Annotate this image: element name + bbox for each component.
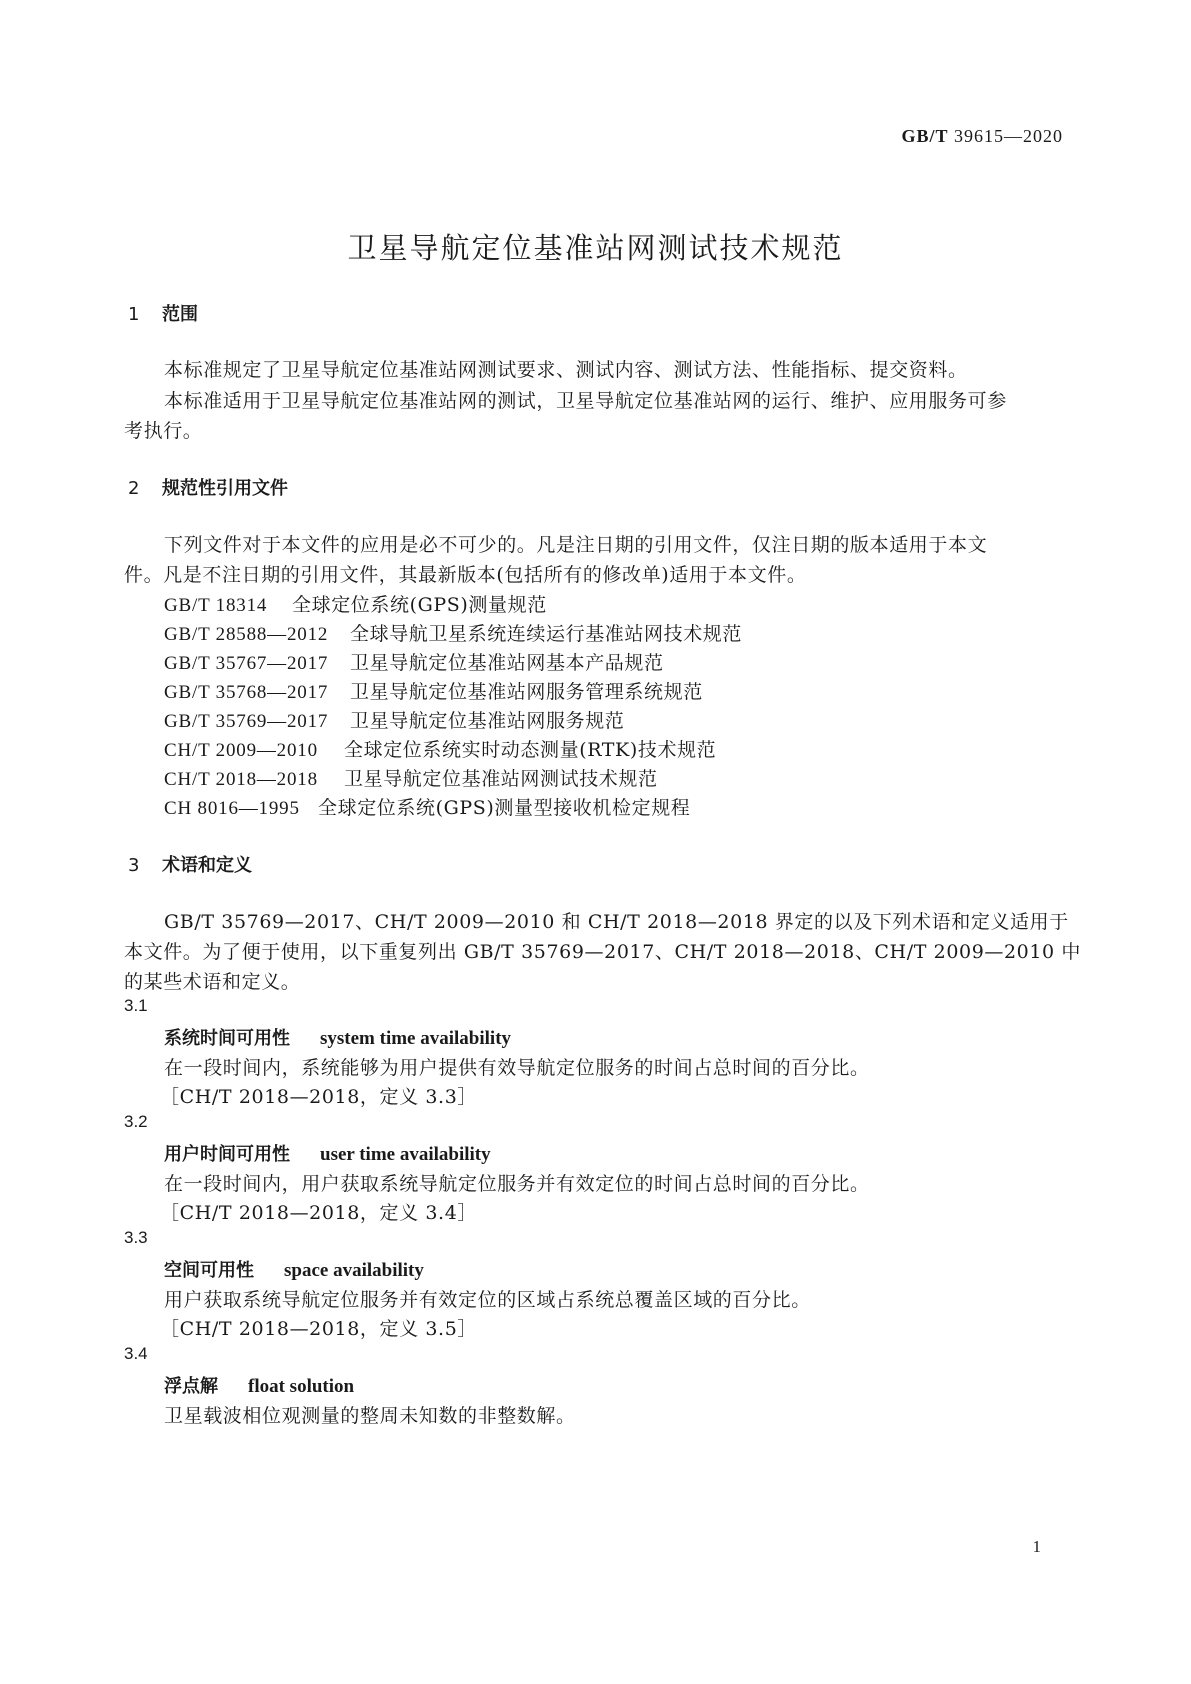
section-1-heading [128,300,198,326]
reference-title: 卫星导航定位基准站网服务管理系统规范 [350,681,703,703]
term-chinese: 系统时间可用性 [164,1028,290,1049]
term-number: 3.1 [124,996,148,1015]
term-number: 3.2 [124,1112,148,1131]
standard-number [901,126,1063,147]
reference-title: 卫星导航定位基准站网服务规范 [350,710,625,732]
section-1-paragraph-1: 本标准规定了卫星导航定位基准站网测试要求、测试内容、测试方法、性能指标、提交资料。 [164,359,968,381]
reference-code: GB/T 18314 [164,595,268,616]
term-source: ［CH/T 2018—2018，定义 3.3］ [160,1086,477,1108]
section-title: 术语和定义 [162,855,252,876]
term-definition: 在一段时间内，系统能够为用户提供有效导航定位服务的时间占总时间的百分比。 [164,1057,870,1079]
reference-item [164,677,703,704]
term-english: space availability [284,1260,424,1281]
section-number: 2 [128,478,140,499]
section-1-paragraph-2-line-2: 考执行。 [124,420,203,442]
term-chinese: 用户时间可用性 [164,1144,290,1165]
term-heading [164,1372,354,1398]
section-3-paragraph-line-1: GB/T 35769—2017、CH/T 2009—2010 和 CH/T 2018—2018 界定的以及下列术语和定义适用于 [164,911,1069,933]
term-number: 3.4 [124,1344,148,1363]
reference-item [164,648,664,675]
reference-title: 卫星导航定位基准站网基本产品规范 [350,652,664,674]
section-3-paragraph-line-2: 本文件。为了便于使用，以下重复列出 GB/T 35769—2017、CH/T 2018—2018、CH/T 2009—2010 中 [124,941,1081,963]
term-heading [164,1256,424,1282]
term-english: user time availability [320,1144,491,1165]
reference-item [164,619,742,646]
term-definition: 用户获取系统导航定位服务并有效定位的区域占系统总覆盖区域的百分比。 [164,1289,811,1311]
section-title: 范围 [162,304,198,325]
section-1-paragraph-2-line-1: 本标准适用于卫星导航定位基准站网的测试，卫星导航定位基准站网的运行、维护、应用服务可参 [164,390,1007,412]
term-heading [164,1024,511,1050]
reference-item [164,590,547,617]
section-2-paragraph-line-2: 件。凡是不注日期的引用文件，其最新版本(包括所有的修改单)适用于本文件。 [124,564,807,586]
section-number: 1 [128,304,140,325]
term-definition: 卫星载波相位观测量的整周未知数的非整数解。 [164,1405,576,1427]
standard-prefix: GB/T [901,126,949,146]
reference-title: 全球定位系统(GPS)测量规范 [292,594,547,616]
page-number: 1 [1032,1537,1041,1556]
section-2-heading [128,474,288,500]
reference-item [164,764,658,791]
reference-code: CH/T 2009—2010 [164,740,318,761]
reference-code: GB/T 35768—2017 [164,682,329,703]
term-number: 3.3 [124,1228,148,1247]
reference-title: 卫星导航定位基准站网测试技术规范 [344,768,658,790]
section-number: 3 [128,855,140,876]
reference-code: GB/T 35769—2017 [164,711,329,732]
term-chinese: 浮点解 [164,1376,218,1397]
term-english: system time availability [320,1028,512,1049]
term-source: ［CH/T 2018—2018，定义 3.4］ [160,1202,477,1224]
section-3-paragraph-line-3: 的某些术语和定义。 [124,971,301,993]
reference-title: 全球导航卫星系统连续运行基准站网技术规范 [350,623,743,645]
term-english: float solution [248,1376,355,1397]
reference-code: CH/T 2018—2018 [164,769,318,790]
reference-item [164,706,624,733]
reference-title: 全球定位系统(GPS)测量型接收机检定规程 [318,797,691,819]
term-source: ［CH/T 2018—2018，定义 3.5］ [160,1318,477,1340]
term-chinese: 空间可用性 [164,1260,254,1281]
term-definition: 在一段时间内，用户获取系统导航定位服务并有效定位的时间占总时间的百分比。 [164,1173,870,1195]
standard-code: 39615—2020 [954,126,1063,146]
section-3-heading [128,851,252,877]
reference-item [164,793,690,820]
page-title: 卫星导航定位基准站网测试技术规范 [347,231,844,265]
section-2-paragraph-line-1: 下列文件对于本文件的应用是必不可少的。凡是注日期的引用文件，仅注日期的版本适用于本文 [164,534,988,556]
reference-code: GB/T 28588—2012 [164,624,329,645]
reference-item [164,735,716,762]
reference-code: CH 8016—1995 [164,798,300,819]
reference-code: GB/T 35767—2017 [164,653,329,674]
reference-title: 全球定位系统实时动态测量(RTK)技术规范 [344,739,717,761]
term-heading [164,1140,491,1166]
section-title: 规范性引用文件 [162,478,288,499]
